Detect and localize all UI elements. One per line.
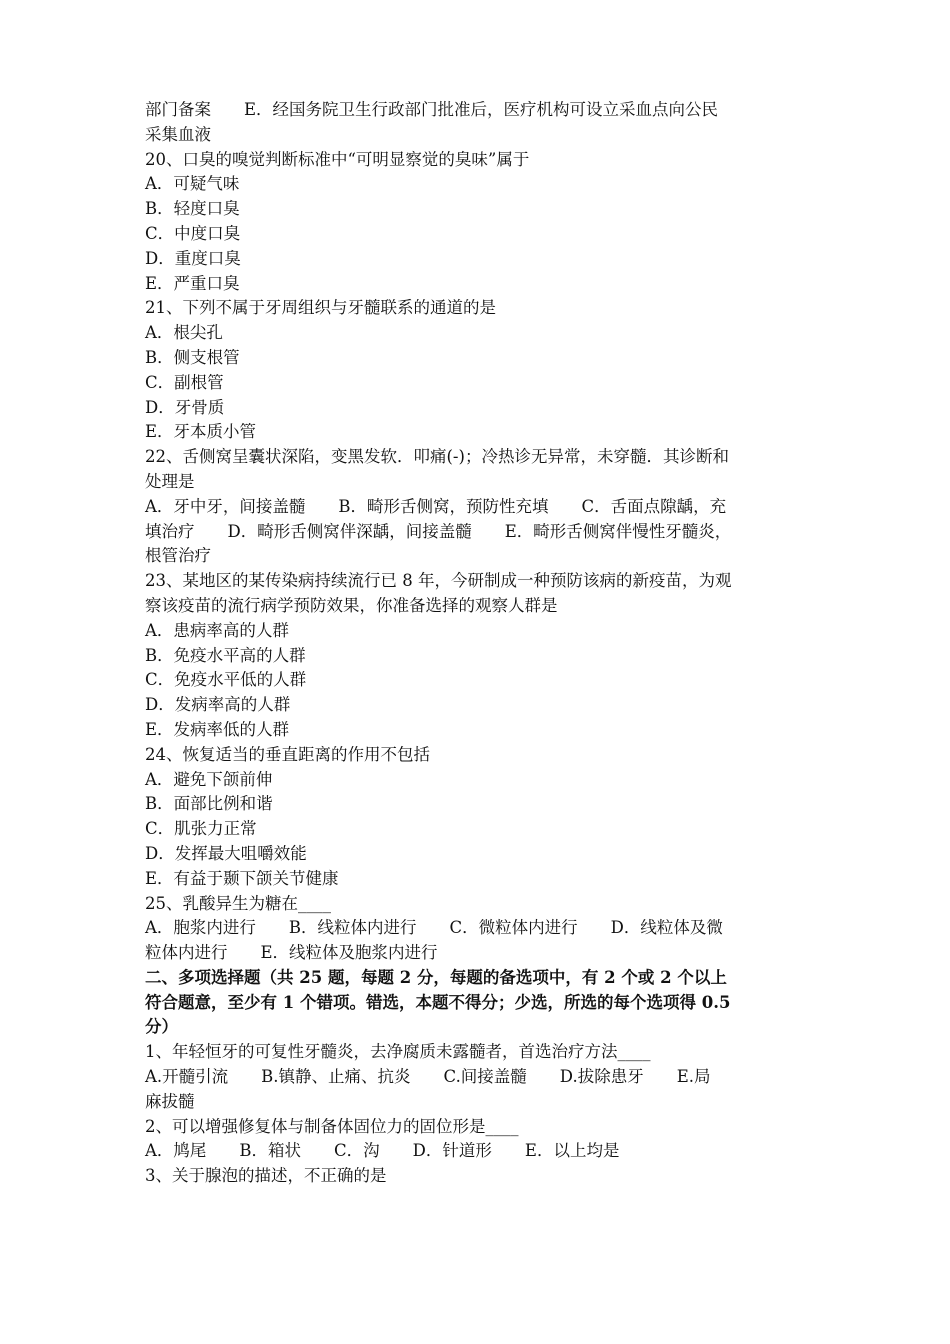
options-25-line2: 粒体内进行 E．线粒体及胞浆内进行 [145, 943, 438, 963]
question-23: 23、某地区的某传染病持续流行已 8 年，今研制成一种预防该病的新疫苗，为观 [145, 571, 732, 591]
option-23-b: B．免疫水平高的人群 [145, 645, 306, 665]
section-heading-cont2: 分） [145, 1017, 178, 1037]
option-21-b: B．侧支根管 [145, 347, 240, 367]
option-21-a: A．根尖孔 [145, 323, 223, 343]
document-page [145, 98, 815, 1189]
option-23-d: D．发病率高的人群 [145, 695, 291, 715]
options-25-line1: A．胞浆内进行 B．线粒体内进行 C．微粒体内进行 D．线粒体及微 [145, 918, 723, 938]
option-21-c: C．副根管 [145, 372, 224, 392]
question-24: 24、恢复适当的垂直距离的作用不包括 [145, 744, 430, 764]
mc-options-2: A．鸠尾 B．箱状 C．沟 D．针道形 E．以上均是 [145, 1141, 620, 1161]
text-line-cont2: 采集血液 [145, 124, 211, 144]
option-24-e: E．有益于颞下颌关节健康 [145, 868, 339, 888]
mc-question-3: 3、关于腺泡的描述，不正确的是 [145, 1166, 387, 1186]
option-20-b: B．轻度口臭 [145, 199, 240, 219]
question-22-cont: 处理是 [145, 471, 195, 491]
option-20-d: D．重度口臭 [145, 248, 241, 268]
option-21-e: E．牙本质小管 [145, 422, 257, 442]
option-24-c: C．肌张力正常 [145, 819, 257, 839]
option-24-d: D．发挥最大咀嚼效能 [145, 843, 307, 863]
option-23-a: A．患病率高的人群 [145, 620, 289, 640]
option-21-d: D．牙骨质 [145, 397, 225, 417]
option-24-b: B．面部比例和谐 [145, 794, 273, 814]
option-20-a: A．可疑气味 [145, 174, 240, 194]
option-20-e: E．严重口臭 [145, 273, 240, 293]
option-23-c: C．免疫水平低的人群 [145, 670, 307, 690]
question-21: 21、下列不属于牙周组织与牙髓联系的通道的是 [145, 298, 496, 318]
option-23-e: E．发病率低的人群 [145, 719, 290, 739]
option-20-c: C．中度口臭 [145, 223, 241, 243]
question-23-cont: 察该疫苗的流行病学预防效果，你准备选择的观察人群是 [145, 595, 558, 615]
text-line-cont1: 部门备案 E．经国务院卫生行政部门批准后，医疗机构可设立采血点向公民 [145, 100, 719, 119]
question-20: 20、口臭的嗅觉判断标准中“可明显察觉的臭味”属于 [145, 149, 530, 169]
options-22-line3: 根管治疗 [145, 546, 211, 566]
mc-options-1-line1: A.开髓引流 B.镇静、止痛、抗炎 C.间接盖髓 D.拔除患牙 E.局 [145, 1067, 711, 1087]
option-24-a: A．避免下颌前伸 [145, 769, 273, 789]
section-heading-cont1: 符合题意，至少有 1 个错项。错选，本题不得分；少选，所选的每个选项得 0.5 [145, 992, 731, 1012]
mc-question-2: 2、可以增强修复体与制备体固位力的固位形是____ [145, 1116, 519, 1136]
options-22-line2: 填治疗 D．畸形舌侧窝伴深龋，间接盖髓 E．畸形舌侧窝伴慢性牙髓炎， [145, 521, 732, 541]
question-25: 25、乳酸异生为糖在____ [145, 893, 331, 913]
mc-options-1-line2: 麻拔髓 [145, 1091, 195, 1111]
options-22-line1: A．牙中牙，间接盖髓 B．畸形舌侧窝，预防性充填 C．舌面点隙龋，充 [145, 496, 727, 516]
mc-question-1: 1、年轻恒牙的可复性牙髓炎，去净腐质未露髓者，首选治疗方法____ [145, 1042, 651, 1062]
question-22: 22、舌侧窝呈囊状深陷，变黑发软．叩痛(-)；冷热诊无异常，未穿髓．其诊断和 [145, 447, 729, 467]
section-heading-multiple-choice: 二、多项选择题（共 25 题，每题 2 分，每题的备选项中，有 2 个或 2 个以上 [145, 967, 727, 987]
